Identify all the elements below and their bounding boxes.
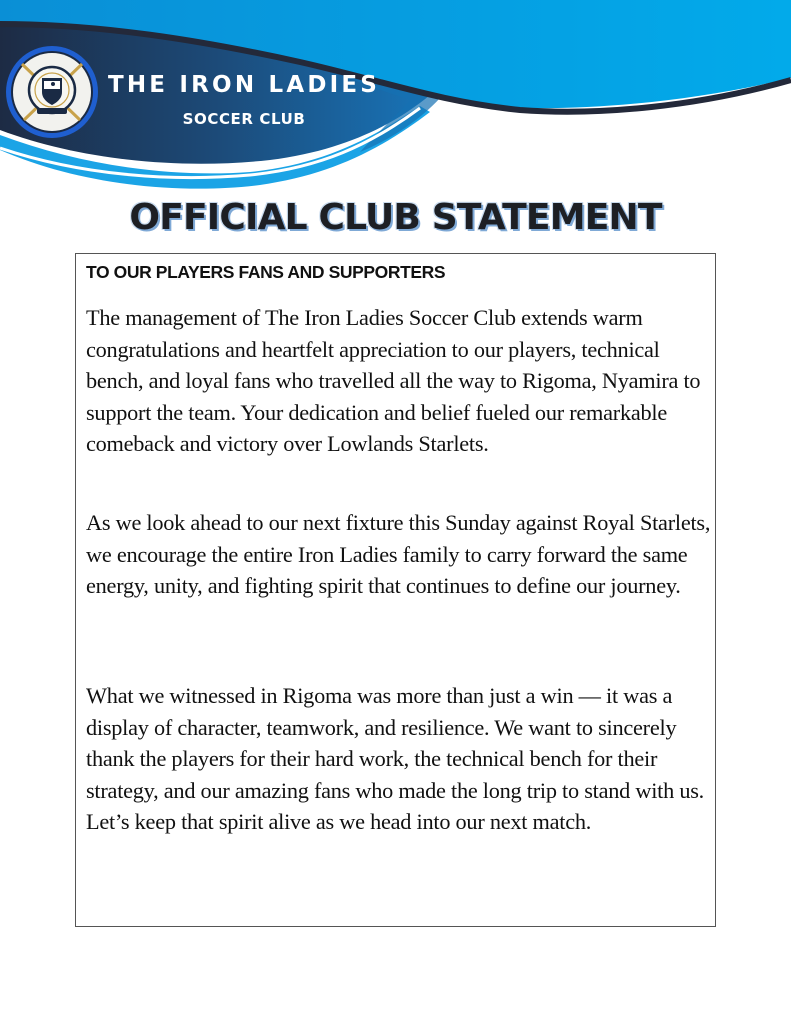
club-subtitle: SOCCER CLUB — [182, 110, 306, 128]
club-crest-icon — [4, 44, 100, 140]
header-waves — [0, 0, 791, 200]
header-banner — [0, 0, 791, 200]
statement-box — [75, 253, 716, 927]
club-logo — [4, 44, 100, 140]
paragraph: What we witnessed in Rigoma was more than just a win — it was a display of character, teamwork, and resilience. We want to sincerely thank the players for their hard work, the technical bench for their strategy, and our amazing fans who made the long trip to stand with us. Let’s keep that spirit alive as we head into our next match. — [86, 683, 704, 834]
page-title: OFFICIAL CLUB STATEMENT — [129, 197, 662, 238]
club-name: THE IRON LADIES — [107, 72, 381, 98]
paragraph: As we look ahead to our next fixture this Sunday against Royal Starlets, we encourage the entire Iron Ladies family to carry forward the same energy, unity, and fighting spirit that continues to define our journey. — [86, 510, 711, 598]
salutation: TO OUR PLAYERS FANS AND SUPPORTERS — [86, 262, 446, 282]
paragraph: The management of The Iron Ladies Soccer Club extends warm congratulations and heartfelt appreciation to our players, technical bench, and loyal fans who travelled all the way to Rigoma, Nyamira to support the team. Your dedication and belief fueled our remarkable comeback and victory over Lowlands Starlets. — [86, 305, 701, 456]
